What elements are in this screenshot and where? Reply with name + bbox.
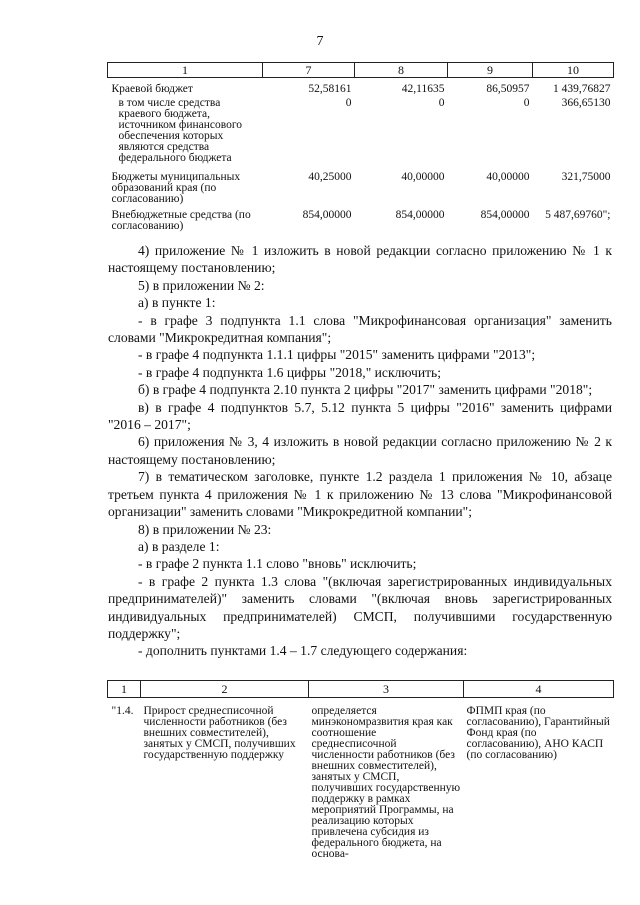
header-cell: 8 bbox=[355, 63, 448, 78]
paragraph: а) в пункте 1: bbox=[138, 295, 216, 311]
header-cell: 1 bbox=[108, 681, 141, 698]
indicators-table-header bbox=[108, 681, 614, 698]
row-label: Бюджеты муниципальных образований края (по согласованию) bbox=[111, 171, 241, 205]
table-row bbox=[108, 172, 614, 210]
value-cell: 854,00000 bbox=[480, 209, 530, 221]
paragraph: 6) приложения № 3, 4 изложить в новой редакции согласно приложению № 2 к настоящему постановлению; bbox=[108, 434, 612, 467]
page-number: 7 bbox=[316, 34, 324, 49]
value-cell: 0 bbox=[523, 97, 530, 109]
value-cell: 854,00000 bbox=[395, 209, 445, 221]
responsible-parties: ФПМП края (по согласованию), Гарантийный Фонд края (по согласованию), АНО КАСП (по согласованию) bbox=[466, 705, 610, 761]
funding-table-header bbox=[108, 63, 614, 78]
table-row bbox=[108, 98, 614, 172]
paragraph: а) в разделе 1: bbox=[138, 538, 220, 554]
value-cell: 40,00000 bbox=[401, 171, 445, 183]
paragraph: - в графе 4 подпункта 1.1.1 цифры "2015" заменить цифрами "2013"; bbox=[138, 347, 536, 363]
value-cell: 86,50957 bbox=[486, 83, 530, 95]
paragraph: - в графе 2 пункта 1.1 слово "вновь" исключить; bbox=[138, 556, 417, 572]
paragraph: - в графе 3 подпункта 1.1 слова "Микрофинансовая организация" заменить словами "Микрокредитная компания"; bbox=[108, 312, 612, 346]
paragraph: б) в графе 4 подпункта 2.10 пункта 2 цифры "2017" заменить цифрами "2018"; bbox=[138, 382, 593, 398]
paragraph: в) в графе 4 подпунктов 5.7, 5.12 пункта 5 цифры "2016" заменить цифрами "2016 – 2017"; bbox=[108, 399, 612, 433]
paragraph: - в графе 4 подпункта 1.6 цифры "2018," исключить; bbox=[138, 364, 442, 380]
funding-table bbox=[107, 62, 614, 234]
document-body bbox=[108, 242, 612, 660]
indicator-name: Прирост среднесписочной численности работников (без внешних совместителей), занятых у СМСП, получивших государственную поддержку bbox=[143, 705, 296, 761]
value-cell: 40,00000 bbox=[486, 171, 530, 183]
item-number: "1.4. bbox=[111, 705, 134, 717]
value-cell: 321,75000 bbox=[561, 171, 611, 183]
row-label: в том числе средства краевого бюджета, источником финансового обеспечения которых являются средства федерального бюджета bbox=[118, 97, 243, 164]
value-cell: 52,58161 bbox=[308, 83, 352, 95]
header-cell: 4 bbox=[464, 681, 614, 698]
header-cell: 10 bbox=[533, 63, 614, 78]
header-cell: 9 bbox=[448, 63, 533, 78]
table-row bbox=[108, 78, 614, 99]
value-cell: 0 bbox=[438, 97, 445, 109]
value-cell: 42,11635 bbox=[401, 83, 445, 95]
header-cell: 7 bbox=[263, 63, 355, 78]
paragraph: - дополнить пунктами 1.4 – 1.7 следующего содержания: bbox=[138, 643, 468, 659]
value-cell: 5 487,69760"; bbox=[545, 209, 611, 221]
value-cell: 366,65130 bbox=[561, 97, 611, 109]
indicator-method: определяется минэкономразвития края как соотношение среднесписочной численности работников (без внешних совместителей), занятых у СМСП, получивших государственную поддержку в рамках мероприятий Программы, на реализацию которых привлечена субсидия из федерального бюджета, на основа- bbox=[311, 705, 461, 860]
value-cell: 40,25000 bbox=[308, 171, 352, 183]
header-cell: 2 bbox=[141, 681, 309, 698]
paragraph: 5) в приложении № 2: bbox=[138, 277, 265, 293]
paragraph: - в графе 2 пункта 1.3 слова "(включая зарегистрированных индивидуальных предпринимателей)" заменить словами "(включая вновь зарегистрированных индивидуальных предпринимателей) СМСП, получившими государственную поддержку"; bbox=[108, 573, 612, 641]
row-label: Краевой бюджет bbox=[111, 83, 193, 95]
paragraph: 8) в приложении № 23: bbox=[138, 521, 272, 537]
paragraph: 4) приложение № 1 изложить в новой редакции согласно приложению № 1 к настоящему постановлению; bbox=[108, 243, 612, 276]
value-cell: 854,00000 bbox=[302, 209, 352, 221]
table-row bbox=[108, 210, 614, 234]
header-cell: 3 bbox=[309, 681, 464, 698]
row-label: Внебюджетные средства (по согласованию) bbox=[111, 209, 251, 232]
paragraph: 7) в тематическом заголовке, пункте 1.2 раздела 1 приложения № 10, абзаце третьем пункта 4 приложения № 1 к приложению № 13 слова "Микрофинансовой организации" заменить словами "Микрокредитной компании"; bbox=[108, 469, 612, 520]
value-cell: 0 bbox=[345, 97, 352, 109]
value-cell: 1 439,76827 bbox=[553, 83, 611, 95]
table-row bbox=[108, 698, 614, 861]
header-cell: 1 bbox=[108, 63, 263, 78]
indicators-table bbox=[107, 680, 614, 860]
